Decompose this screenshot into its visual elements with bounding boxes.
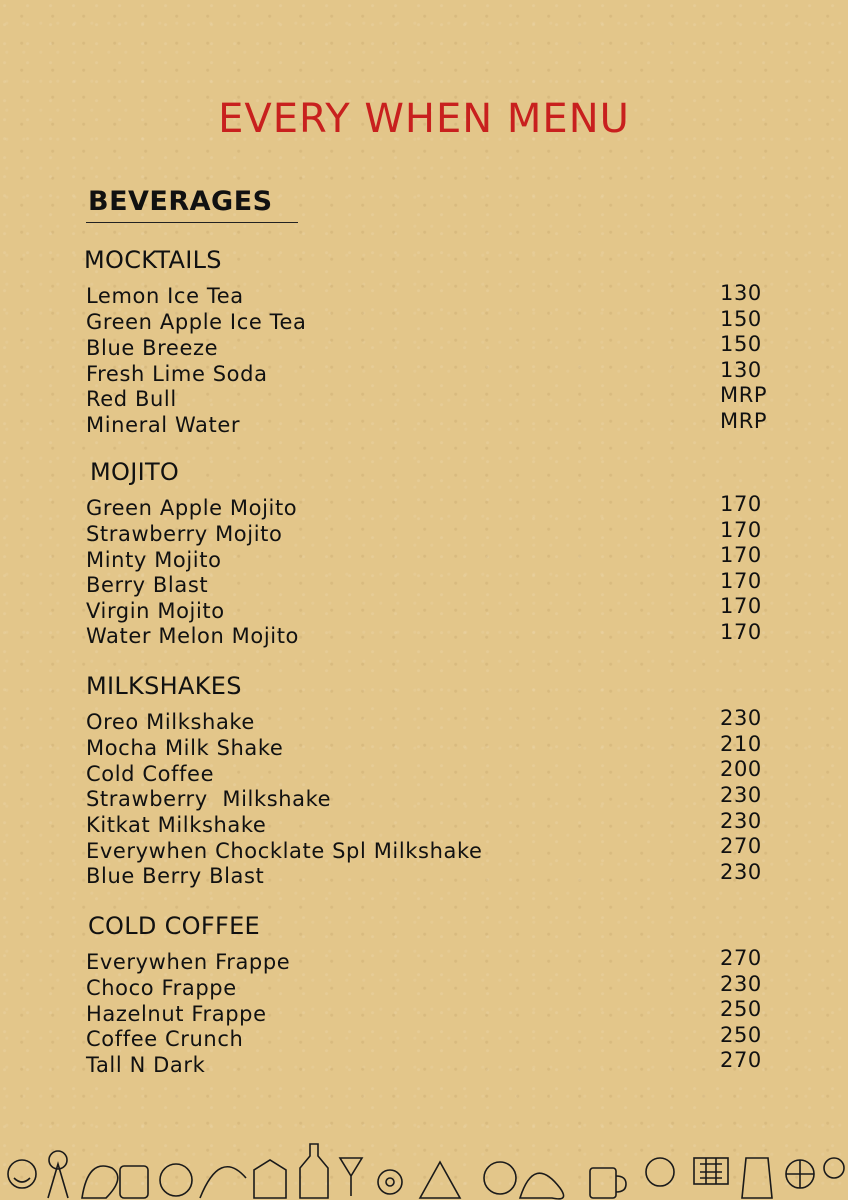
cocktail-glass-icon [340, 1158, 362, 1196]
cherry-icon [824, 1158, 844, 1178]
menu-item-price: 270 [720, 834, 762, 858]
coffee-mug-icon [590, 1168, 616, 1198]
drumstick-icon [82, 1166, 118, 1198]
banana-icon [200, 1167, 246, 1198]
menu-item-price: 230 [720, 809, 762, 833]
cookie-icon [160, 1164, 192, 1196]
teapot-icon [254, 1160, 286, 1198]
section-title: MOCKTAILS [84, 246, 222, 274]
menu-item-name: Blue Berry Blast [86, 864, 265, 888]
menu-item-name: Red Bull [86, 387, 177, 411]
menu-item-name: Minty Mojito [86, 548, 222, 572]
waffle-icon [694, 1158, 728, 1184]
menu-item-price: 270 [720, 946, 762, 970]
menu-item-price: 170 [720, 492, 762, 516]
menu-item-price: 170 [720, 620, 762, 644]
menu-item-name: Tall N Dark [86, 1053, 206, 1077]
section-title: MILKSHAKES [86, 672, 242, 700]
menu-item-name: Hazelnut Frappe [86, 1002, 267, 1026]
menu-item-name: Green Apple Mojito [86, 496, 298, 520]
menu-item-name: Everywhen Frappe [86, 950, 291, 974]
muffin-icon [520, 1173, 564, 1199]
menu-item-name: Fresh Lime Soda [86, 362, 268, 386]
menu-item-name: Mocha Milk Shake [86, 736, 284, 760]
menu-item-price: 170 [720, 543, 762, 567]
menu-item-name: Strawberry Milkshake [86, 787, 332, 811]
menu-item-name: Cold Coffee [86, 762, 215, 786]
menu-item-price: 200 [720, 757, 762, 781]
menu-item-name: Water Melon Mojito [86, 624, 299, 648]
menu-item-price: 250 [720, 1023, 762, 1047]
pie-icon [646, 1158, 674, 1186]
section-title: MOJITO [90, 458, 180, 486]
menu-item-price: 210 [720, 732, 762, 756]
menu-item-price: 250 [720, 997, 762, 1021]
cake-slice-icon [420, 1162, 460, 1198]
menu-item-name: Kitkat Milkshake [86, 813, 267, 837]
menu-item-price: 230 [720, 860, 762, 884]
menu-item-price: 130 [720, 358, 762, 382]
takeaway-cup-icon [742, 1158, 772, 1198]
menu-item-price: 230 [720, 783, 762, 807]
menu-item-price: 150 [720, 307, 762, 331]
menu-item-price: 130 [720, 281, 762, 305]
menu-item-price: MRP [720, 383, 768, 407]
menu-item-name: Mineral Water [86, 413, 241, 437]
menu-item-name: Blue Breeze [86, 336, 219, 360]
menu-item-price: 170 [720, 569, 762, 593]
food-doodle-border [0, 1128, 848, 1200]
menu-item-price: 270 [720, 1048, 762, 1072]
menu-item-name: Lemon Ice Tea [86, 284, 244, 308]
menu-item-price: 170 [720, 594, 762, 618]
smile-mark [14, 1178, 30, 1182]
menu-item-price: 230 [720, 706, 762, 730]
donut-icon [378, 1170, 402, 1194]
section-title: COLD COFFEE [88, 912, 261, 940]
menu-item-price: 230 [720, 972, 762, 996]
menu-item-name: Virgin Mojito [86, 599, 225, 623]
menu-title: EVERY WHEN MENU [218, 96, 630, 142]
face-icon [484, 1162, 516, 1194]
menu-item-name: Berry Blast [86, 573, 209, 597]
menu-item-price: 170 [720, 518, 762, 542]
menu-item-name: Strawberry Mojito [86, 522, 283, 546]
bottle-icon [300, 1144, 328, 1198]
menu-item-name: Everywhen Chocklate Spl Milkshake [86, 839, 483, 863]
smiley-icon [8, 1160, 36, 1188]
menu-item-name: Coffee Crunch [86, 1027, 244, 1051]
category-heading: BEVERAGES [88, 186, 273, 217]
menu-item-price: 150 [720, 332, 762, 356]
cup-icon [120, 1166, 148, 1198]
menu-item-name: Green Apple Ice Tea [86, 310, 307, 334]
menu-item-name: Choco Frappe [86, 976, 237, 1000]
menu-item-price: MRP [720, 409, 768, 433]
category-underline [86, 222, 298, 223]
menu-item-name: Oreo Milkshake [86, 710, 255, 734]
